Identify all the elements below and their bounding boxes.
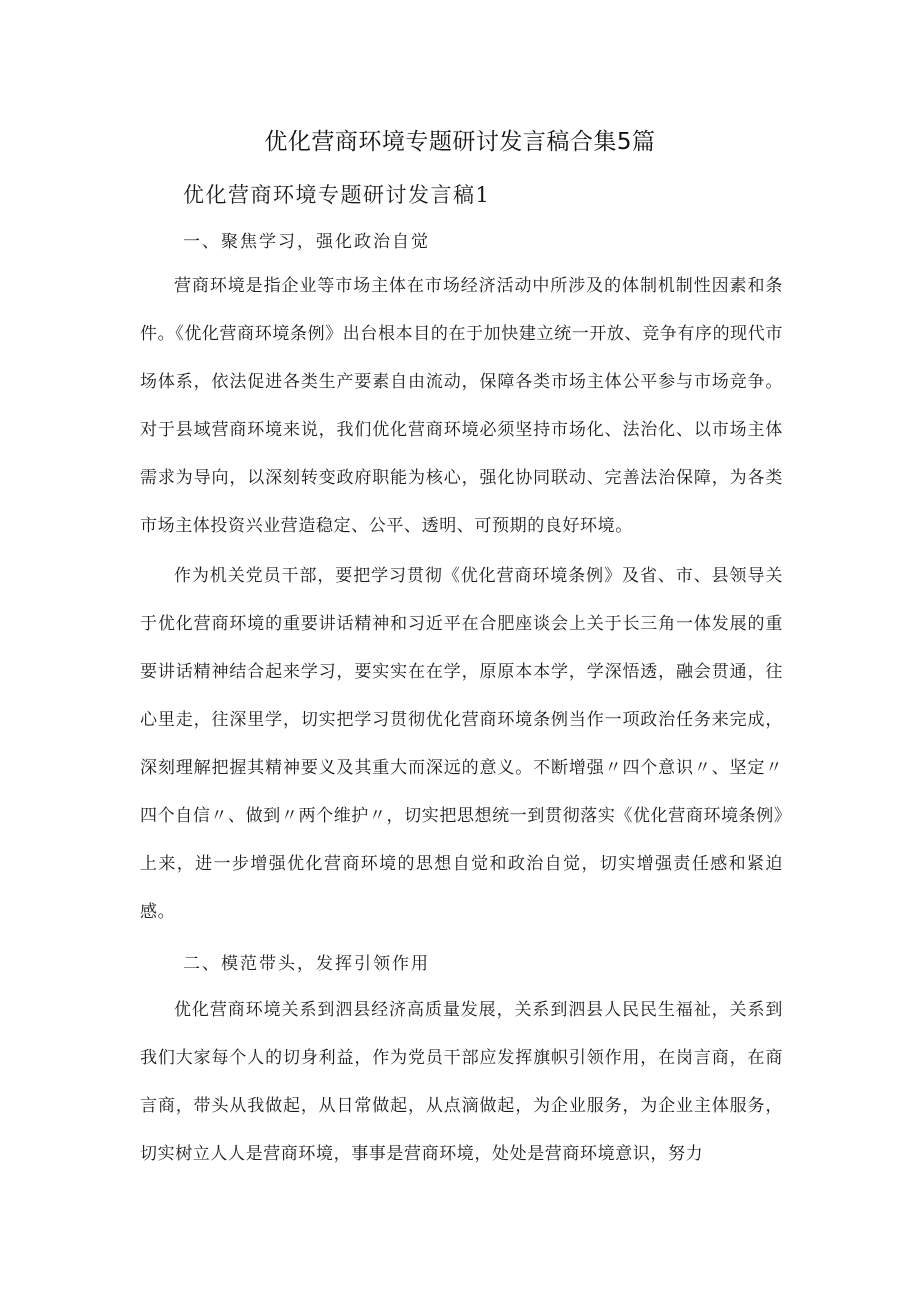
paragraph-party-cadres: 作为机关党员干部，要把学习贯彻《优化营商环境条例》及省、市、县领导关于优化营商环境的重要讲话精神和习近平在合肥座谈会上关于长三角一体发展的重要讲话精神结合起来学习，要实实在在学，原原本本学，学深悟透，融会贯通，往心里走，往深里学，切实把学习贯彻优化营商环境条例当作一项政治任务来完成，深刻理解把握其精神要义及其重大而深远的意义。不断增强〃四个意识〃、坚定〃四个自信〃、做到〃两个维护〃，切实把思想统一到贯彻落实《优化营商环境条例》上来，进一步增强优化营商环境的思想自觉和政治自觉，切实增强责任感和紧迫感。 [140,566,783,922]
paragraph-high-quality-development: 优化营商环境关系到泗县经济高质量发展，关系到泗县人民民生福祉，关系到我们大家每个人的切身利益，作为党员干部应发挥旗帜引领作用，在岗言商，在商言商，带头从我做起，从日常做起，从点滴做起，为企业服务，为企业主体服务，切实树立人人是营商环境，事事是营商环境，处处是营商环境意识，努力 [140,1000,783,1164]
heading-model-leading: 二、模范带头，发挥引领作用 [183,954,430,974]
section-title: 优化营商环境专题研讨发言稿1 [183,183,491,207]
heading-focus-learning: 一、聚焦学习，强化政治自觉 [183,232,430,252]
paragraph-business-environment: 营商环境是指企业等市场主体在市场经济活动中所涉及的体制机制性因素和条件。《优化营商环境条例》出台根本目的在于加快建立统一开放、竞争有序的现代市场体系，依法促进各类生产要素自由流动，保障各类市场主体公平参与市场竞争。对于县域营商环境来说，我们优化营商环境必须坚持市场化、法治化、以市场主体需求为导向，以深刻转变政府职能为核心，强化协同联动、完善法治保障，为各类市场主体投资兴业营造稳定、公平、透明、可预期的良好环境。 [140,276,783,536]
document-title: 优化营商环境专题研讨发言稿合集5篇 [264,129,656,155]
